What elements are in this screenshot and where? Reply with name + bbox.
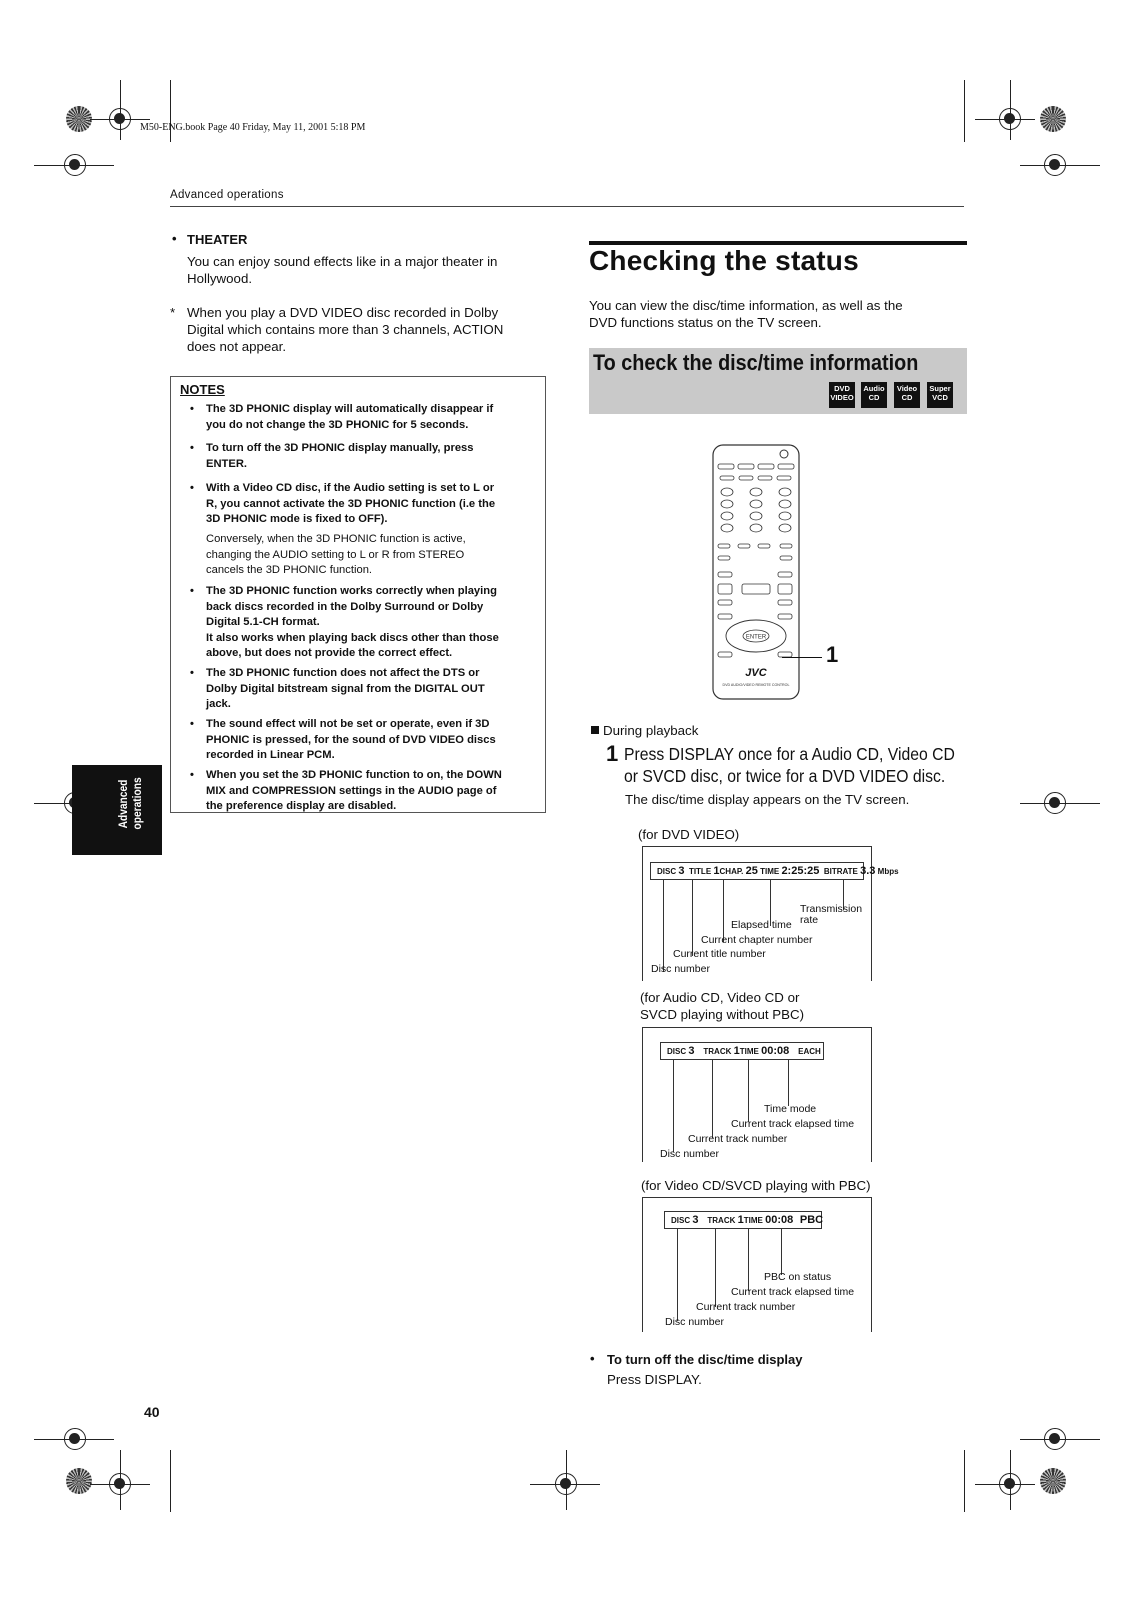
dvd-osd-bar: DISC 3 TITLE 1CHAP. 25 TIME 2:25:25 BITRATE 3.3 Mbps [650, 862, 864, 880]
step-instruction: Press DISPLAY once for a Audio CD, Video CD or SVCD disc, or twice for a DVD VIDEO disc. [624, 744, 955, 786]
super-vcd-badge: Super VCD [927, 382, 953, 408]
turn-off-title: To turn off the disc/time display [607, 1352, 803, 1367]
registration-starburst-icon [1040, 106, 1066, 132]
cd-label: Current track elapsed time [731, 1118, 855, 1130]
remote-control-illustration [712, 444, 800, 700]
note-item: • The 3D PHONIC display will automatically disappear if you do not change the 3D PHONIC for 5 seconds. [190, 403, 494, 431]
pbc-osd-bar: DISC 3 TRACK 1TIME 00:08 PBC [664, 1211, 822, 1229]
note-item: • When you set the 3D PHONIC function to on, the DOWN MIX and COMPRESSION settings in the AUDIO page of the preference display are disabled. [190, 769, 502, 813]
page-number: 40 [144, 1404, 160, 1420]
dvd-label: Disc number [651, 963, 710, 975]
dvd-caption: (for DVD VIDEO) [638, 827, 740, 842]
remote-callout-line [782, 657, 822, 658]
theater-title: THEATER [187, 232, 248, 247]
square-bullet-icon [591, 726, 599, 734]
intro-text: You can view the disc/time information, as well as the DVD functions status on the TV screen. [589, 298, 903, 330]
remote-caption: DVD AUDIO/VIDEO REMOTE CONTROL [722, 683, 790, 687]
registration-starburst-icon [66, 106, 92, 132]
header-rule [170, 206, 964, 207]
dvd-label: Elapsed time [731, 919, 792, 931]
remote-enter-label: ENTER [745, 634, 767, 641]
cd-label: Current track number [688, 1133, 788, 1145]
note-item: • The 3D PHONIC function works correctly when playing back discs recorded in the Dolby Surround or Dolby Digital 5.1-CH format. It also works when playing back discs other than those above, but does not provide the correct effect. [190, 585, 499, 660]
dvd-video-badge: DVD VIDEO [829, 382, 855, 408]
theater-text: You can enjoy sound effects like in a major theater in Hollywood. [187, 254, 498, 286]
notes-title: NOTES [180, 382, 225, 397]
pbc-label: Current track number [696, 1301, 796, 1313]
cd-osd-bar: DISC 3 TRACK 1TIME 00:08 EACH [660, 1042, 824, 1060]
dvd-label: Current chapter number [701, 934, 813, 946]
pbc-label: PBC on status [764, 1271, 832, 1283]
audio-cd-badge: Audio CD [861, 382, 887, 408]
registration-starburst-icon [66, 1468, 92, 1494]
cd-label: Time mode [764, 1103, 817, 1115]
during-playback: During playback [603, 723, 699, 738]
dvd-label: Transmission [800, 903, 863, 915]
video-cd-badge: Video CD [894, 382, 920, 408]
remote-callout-number: 1 [826, 642, 839, 667]
note-item: • The 3D PHONIC function does not affect the DTS or Dolby Digital bitstream signal from the DIGITAL OUT jack. [190, 667, 485, 711]
asterisk-note: When you play a DVD VIDEO disc recorded in Dolby Digital which contains more than 3 channels, ACTION does not appear. [187, 305, 504, 354]
pbc-caption: (for Video CD/SVCD playing with PBC) [641, 1178, 871, 1193]
book-info: M50-ENG.book Page 40 Friday, May 11, 2001 5:18 PM [140, 122, 366, 133]
dvd-label: rate [800, 914, 819, 926]
subhead-title: To check the disc/time information [593, 350, 919, 375]
turn-off-bullet: • [590, 1351, 595, 1366]
registration-starburst-icon [1040, 1468, 1066, 1494]
turn-off-text: Press DISPLAY. [607, 1372, 702, 1387]
note-item: • To turn off the 3D PHONIC display manually, press ENTER. [190, 442, 474, 470]
cd-label: Disc number [660, 1148, 719, 1160]
side-tab-label: Advanced operations [116, 777, 144, 830]
note-item: • The sound effect will not be set or operate, even if 3D PHONIC is pressed, for the sound of DVD VIDEO discs recorded in Linear PCM. [190, 718, 496, 762]
asterisk-mark: * [170, 305, 176, 320]
step-number: 1 [606, 741, 619, 766]
note-continuation: Conversely, when the 3D PHONIC function is active, changing the AUDIO setting to L or R from STEREO cancels the 3D PHONIC function. [206, 533, 466, 577]
theater-bullet: • [172, 231, 177, 246]
section-header: Advanced operations [170, 189, 284, 201]
step-result: The disc/time display appears on the TV screen. [625, 792, 910, 807]
pbc-label: Disc number [665, 1316, 724, 1328]
pbc-label: Current track elapsed time [731, 1286, 855, 1298]
note-item: • With a Video CD disc, if the Audio setting is set to L or R, you cannot activate the 3D PHONIC function (i.e the 3D PHONIC mode is fixed to OFF). [190, 482, 496, 526]
page-title: Checking the status [589, 245, 859, 276]
dvd-label: Current title number [673, 948, 766, 960]
remote-brand-logo: JVC [745, 667, 767, 679]
cd-caption: (for Audio CD, Video CD or SVCD playing without PBC) [640, 990, 805, 1022]
